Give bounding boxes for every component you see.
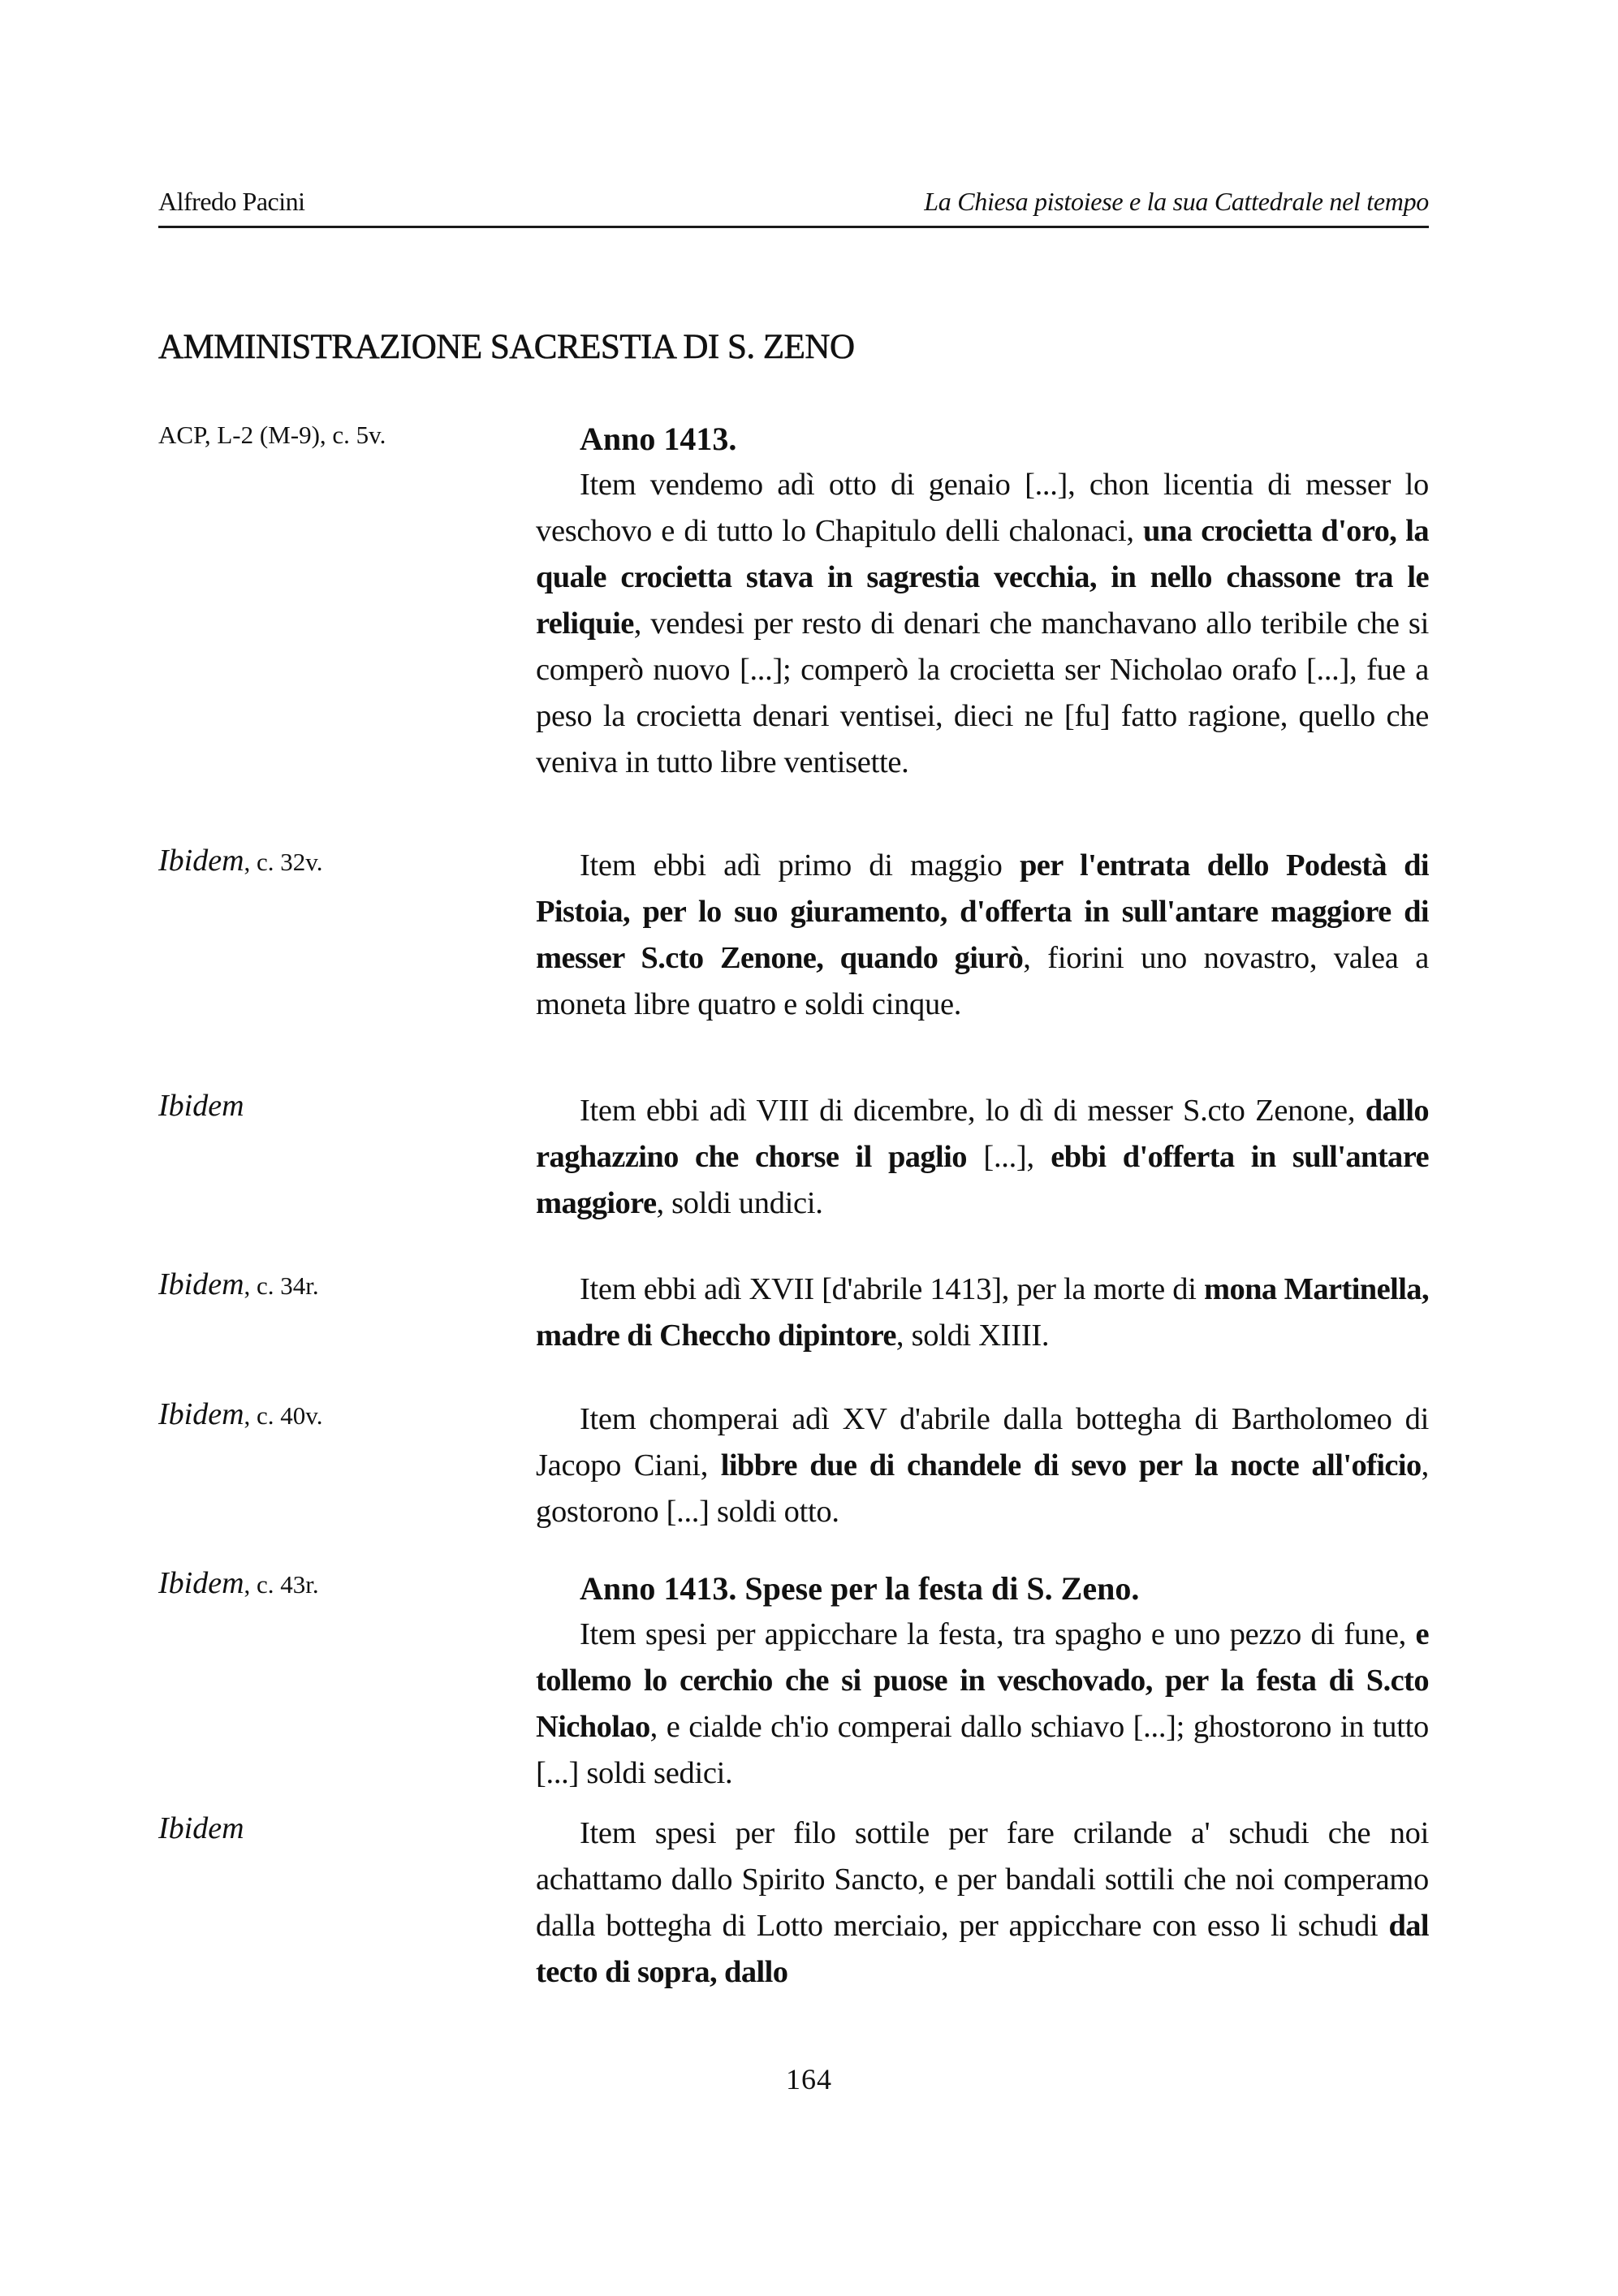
text-run: Item vendemo adì otto di genaio [...], chon licentia di messer lo veschovo e di tutto lo Chapitulo delli chalonaci, [536, 468, 1429, 548]
source-reference-italic: Ibidem [158, 844, 244, 878]
source-reference-italic: Ibidem [158, 1397, 244, 1431]
entry-paragraph [536, 462, 1429, 786]
entry-heading: Anno 1413. Spese per la festa di S. Zeno. [580, 1570, 1140, 1607]
running-head [158, 183, 1429, 228]
text-run: , vendesi per resto di denari che manchavano allo teribile che si comperò nuovo [...]; comperò la crocietta ser Nicholao orafo [...], fue a peso la crocietta denari ventisei, dieci ne [fu] fatto ragione, quello che veniva in tutto libre ventisette. [536, 606, 1429, 779]
entry-body [536, 1088, 1429, 1227]
text-run: Item chomperai adì XV d'abrile dalla bottegha di Bartholomeo di Jacopo Ciani, [536, 1402, 1429, 1482]
entry-paragraph [536, 843, 1429, 1028]
source-reference-locator: , c. 34r. [244, 1271, 319, 1300]
entry-body [536, 1396, 1429, 1535]
source-reference-locator: , c. 40v. [244, 1401, 323, 1430]
source-reference-italic: Ibidem [158, 1089, 244, 1123]
source-reference-italic: Ibidem [158, 1811, 244, 1845]
entry-body [536, 416, 1429, 786]
text-run: Item ebbi adì XVII [d'abrile 1413], per la morte di [580, 1272, 1204, 1306]
text-run: , gostorono [...] soldi otto. [536, 1448, 1429, 1529]
running-head-author: Alfredo Pacini [158, 187, 305, 216]
emphasized-text: e tollemo lo cerchio che si puose in veschovado, per la festa di S.cto Nicholao [536, 1617, 1429, 1744]
text-run: [...], [966, 1140, 1051, 1174]
text-run: , fiorini uno novastro, valea a moneta libre quatro e soldi cinque. [536, 941, 1429, 1021]
emphasized-text: dal tecto di sopra, dallo [536, 1909, 1429, 1989]
entry-paragraph [536, 1612, 1429, 1797]
source-reference-italic: Ibidem [158, 1267, 244, 1301]
source-reference [158, 1565, 319, 1601]
source-reference-locator: , c. 32v. [244, 848, 323, 876]
text-run: , e cialde ch'io comperai dallo schiavo [...]; ghostorono in tutto [...] soldi sedici. [536, 1710, 1429, 1790]
page-number: 164 [786, 2063, 832, 2095]
section-title: AMMINISTRAZIONE SACRESTIA DI S. ZENO [158, 328, 855, 366]
source-reference-locator: , c. 43r. [244, 1570, 319, 1599]
emphasized-text: dallo raghazzino che chorse il paglio [536, 1094, 1429, 1174]
emphasized-text: libbre due di chandele di sevo per la nocte all'oficio [720, 1448, 1422, 1482]
source-reference [158, 1396, 323, 1432]
emphasized-text: ebbi d'offerta in sull'antare maggiore [536, 1140, 1429, 1220]
entry-body [536, 1267, 1429, 1359]
source-reference [158, 1088, 244, 1124]
source-reference [158, 843, 323, 878]
source-reference [158, 416, 386, 451]
entry-paragraph [536, 1810, 1429, 1996]
source-reference [158, 1810, 244, 1846]
source-reference-italic: Ibidem [158, 1566, 244, 1600]
text-run: , soldi undici. [656, 1186, 823, 1220]
text-run: Item ebbi adì VIII di dicembre, lo dì di messer S.cto Zenone, [580, 1094, 1366, 1128]
entry-body [536, 1810, 1429, 1996]
entry-paragraph [536, 1088, 1429, 1227]
entry-paragraph [536, 1267, 1429, 1359]
text-run: Item spesi per filo sottile per fare crilande a' schudi che noi achattamo dallo Spirito Sancto, e per bandali sottili che noi comperamo dalla bottegha di Lotto merciaio, per appicchare con esso li schudi [536, 1816, 1429, 1943]
text-run: Item ebbi adì primo di maggio [580, 848, 1020, 883]
entry-body [536, 1565, 1429, 1797]
source-reference-locator: ACP, L-2 (M-9), c. 5v. [158, 421, 386, 449]
entry-paragraph [536, 1396, 1429, 1535]
emphasized-text: una crocietta d'oro, la quale crocietta stava in sagrestia vecchia, in nello chassone tra le reliquie [536, 514, 1430, 641]
running-head-book-title: La Chiesa pistoiese e la sua Cattedrale nel tempo [924, 187, 1429, 216]
text-run: Item spesi per appicchare la festa, tra spagho e uno pezzo di fune, [580, 1617, 1416, 1651]
entry-body [536, 843, 1429, 1028]
source-reference [158, 1267, 319, 1302]
emphasized-text: mona Martinella, madre di Checcho dipintore [536, 1272, 1429, 1353]
emphasized-text: per l'entrata dello Podestà di Pistoia, per lo suo giuramento, d'offerta in sull'antare maggiore di messer S.cto Zenone, quando giurò [536, 848, 1429, 975]
text-run: , soldi XIIII. [895, 1318, 1050, 1353]
entry-heading: Anno 1413. [580, 421, 737, 457]
